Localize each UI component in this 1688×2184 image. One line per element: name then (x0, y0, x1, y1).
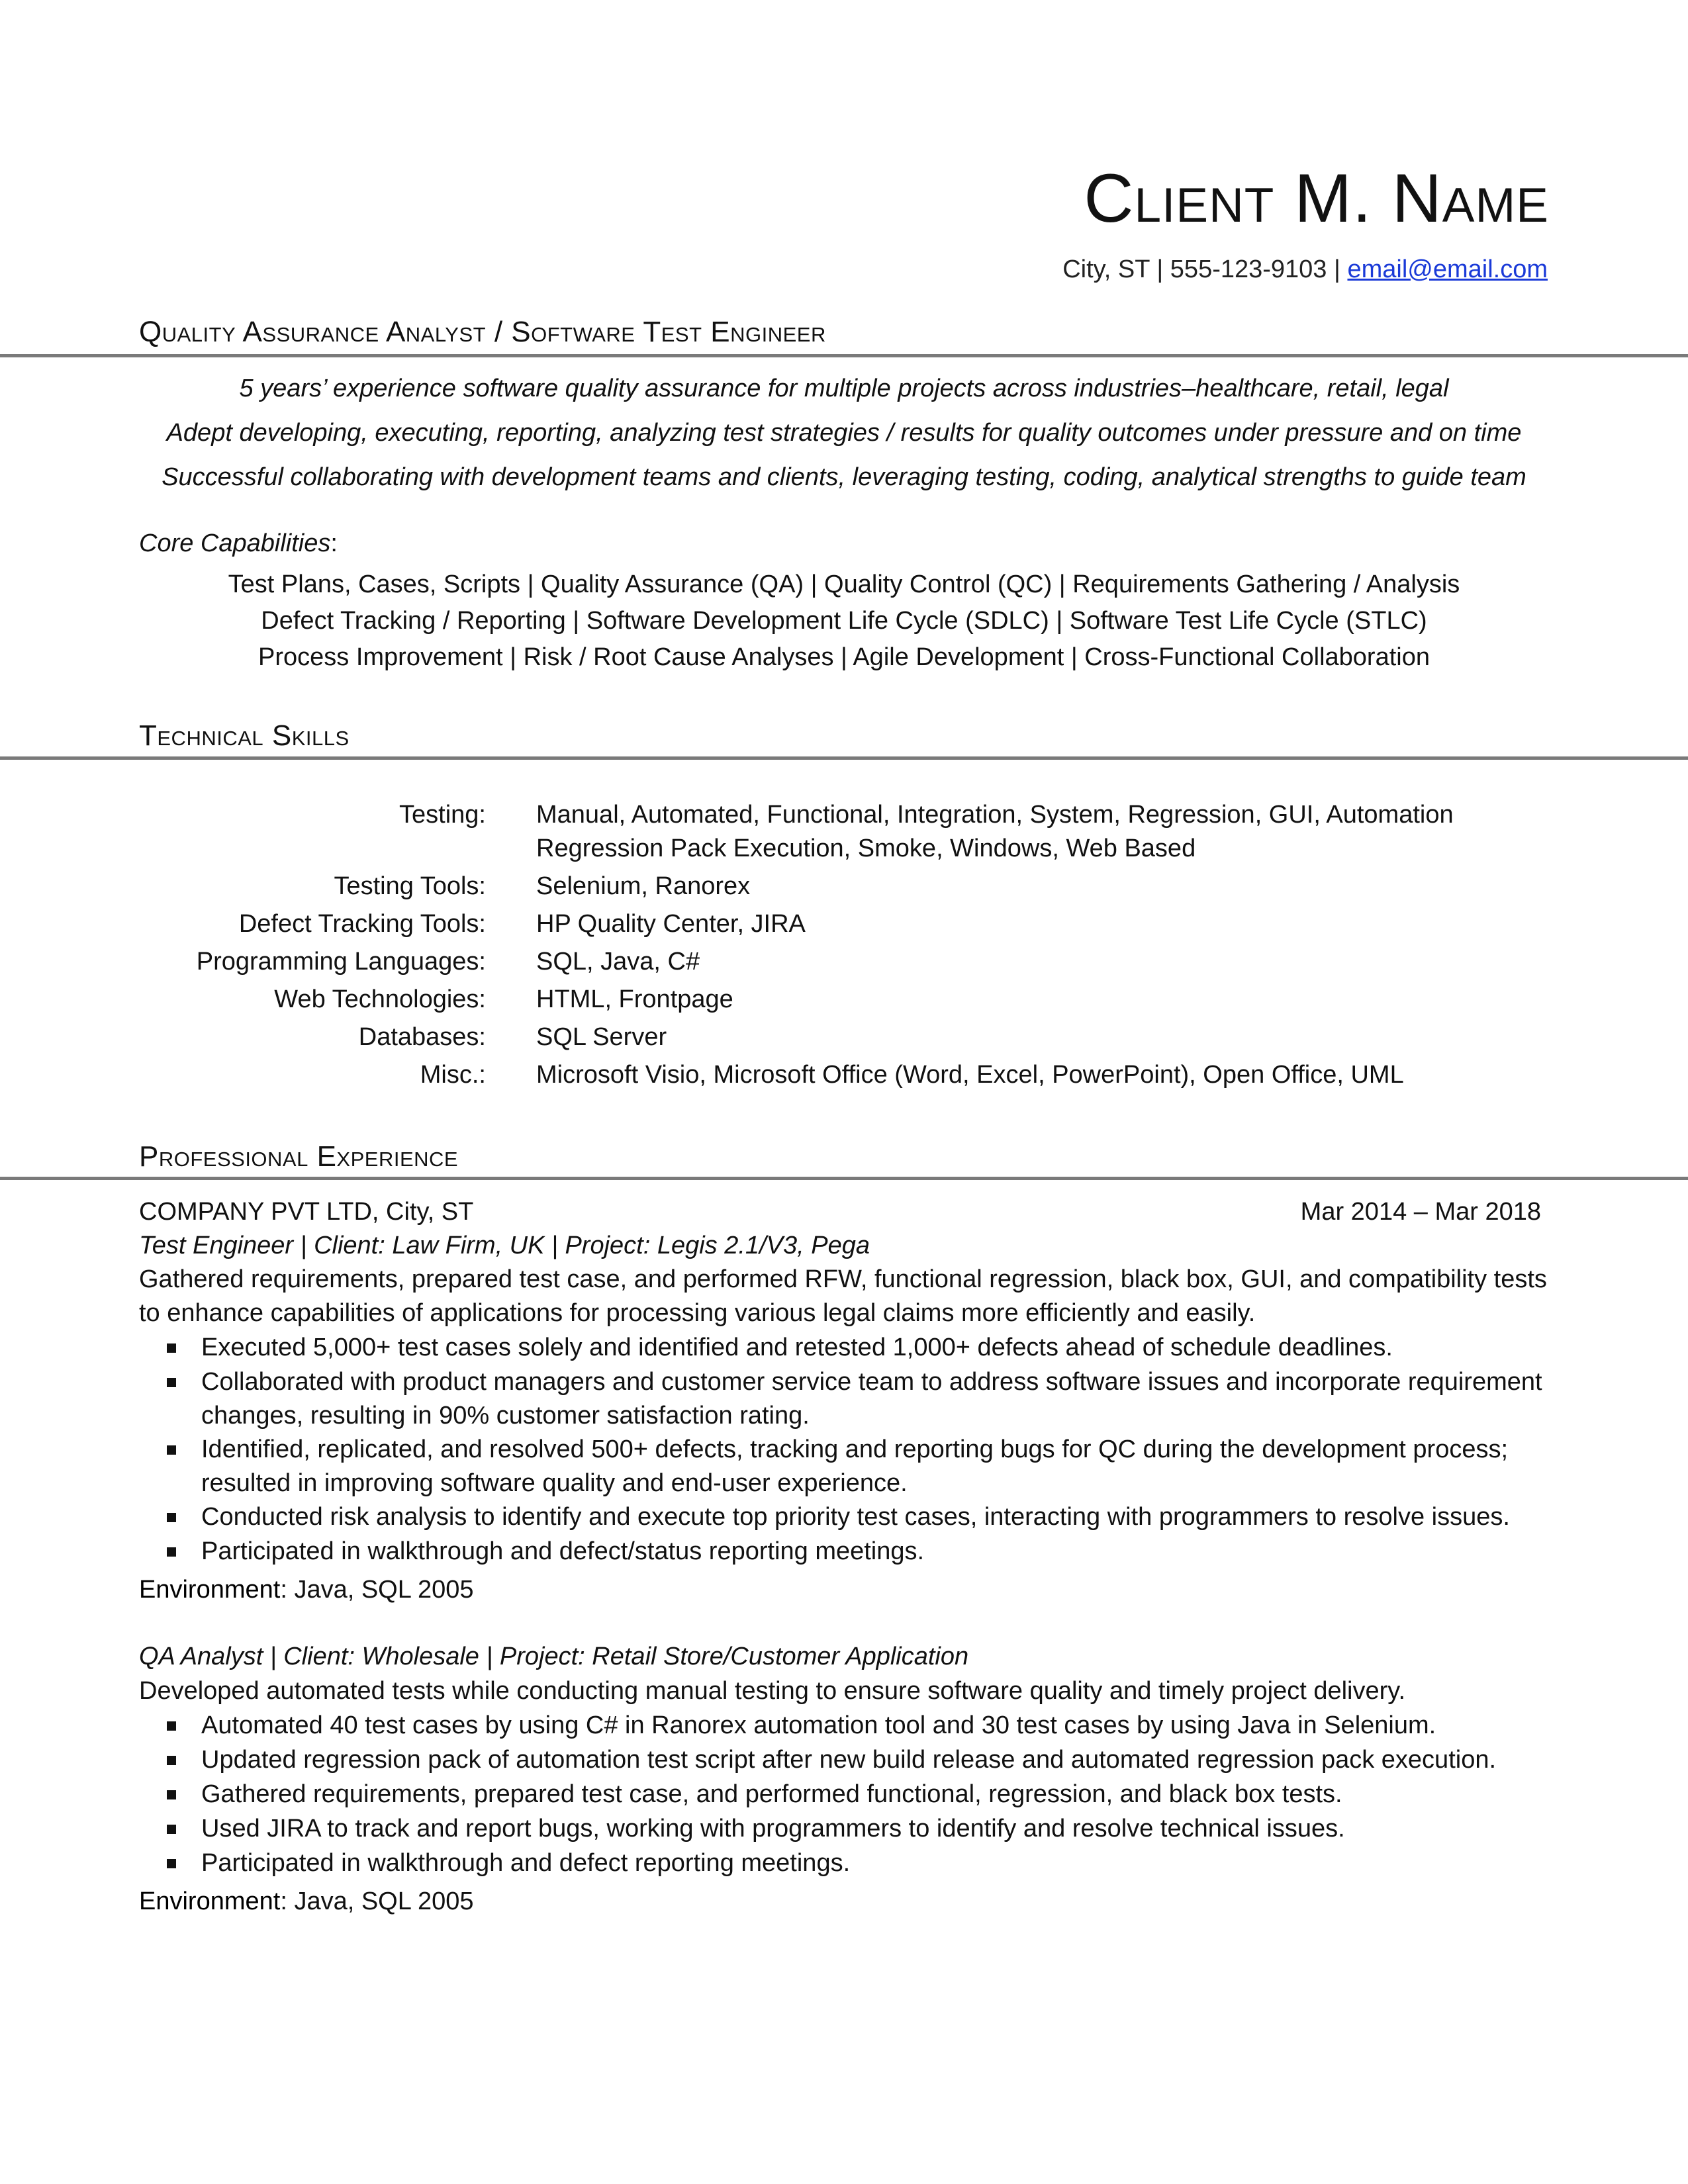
bullet-text: Updated regression pack of automation test script after new build release and automated regression pack execution. (201, 1746, 1497, 1774)
bullet-marker (167, 1756, 176, 1765)
role-title: Test Engineer | Client: Law Firm, UK | Project: Legis 2.1/V3, Pega (139, 1232, 870, 1259)
bullet-marker (167, 1825, 176, 1834)
summary-line: Successful collaborating with development teams and clients, leveraging testing, coding, analytical strengths to guide team (162, 463, 1526, 491)
bullet-marker (167, 1445, 176, 1455)
summary-line: Adept developing, executing, reporting, analyzing test strategies / results for quality outcomes under pressure and on time (166, 419, 1522, 447)
section-divider (0, 1177, 1688, 1180)
core-capabilities-line: Defect Tracking / Reporting | Software Development Life Cycle (SDLC) | Software Test Life Cycle (STLC) (261, 607, 1427, 635)
bullet-text: Used JIRA to track and report bugs, working with programmers to identify and resolve technical issues. (201, 1815, 1345, 1843)
bullet-marker (167, 1859, 176, 1868)
role-description: to enhance capabilities of applications for processing various legal claims more efficiently and easily. (139, 1299, 1256, 1327)
skill-value: SQL, Java, C# (536, 948, 700, 976)
bullet-marker (167, 1513, 176, 1522)
environment-line: Environment: Java, SQL 2005 (139, 1888, 474, 1915)
skill-key: Programming Languages: (196, 948, 486, 976)
bullet-text: Identified, replicated, and resolved 500+ defects, tracking and reporting bugs for QC during the development process; (201, 1435, 1509, 1463)
skill-value: Regression Pack Execution, Smoke, Windows, Web Based (536, 835, 1196, 862)
skill-value: HTML, Frontpage (536, 985, 733, 1013)
bullet-text: Gathered requirements, prepared test case, and performed functional, regression, and black box tests. (201, 1780, 1342, 1808)
section-divider (0, 354, 1688, 357)
employment-dates: Mar 2014 – Mar 2018 (1300, 1198, 1541, 1226)
bullet-text: resulted in improving software quality and end-user experience. (201, 1469, 908, 1497)
skill-key: Web Technologies: (274, 985, 486, 1013)
phone: 555-123-9103 (1170, 255, 1327, 283)
skill-key: Testing: (399, 801, 486, 829)
bullet-marker (167, 1378, 176, 1387)
skill-value: HP Quality Center, JIRA (536, 910, 806, 938)
bullet-text: Automated 40 test cases by using C# in Ranorex automation tool and 30 test cases by using Java in Selenium. (201, 1711, 1436, 1739)
role-description: Gathered requirements, prepared test case, and performed RFW, functional regression, black box, GUI, and compatibility tests (139, 1265, 1547, 1293)
bullet-marker (167, 1790, 176, 1799)
bullet-text: Executed 5,000+ test cases solely and identified and retested 1,000+ defects ahead of schedule deadlines. (201, 1334, 1393, 1361)
bullet-text: Collaborated with product managers and customer service team to address software issues and incorporate requirement (201, 1368, 1542, 1396)
email-link[interactable]: email@email.com (1347, 255, 1548, 283)
skill-key: Databases: (358, 1023, 486, 1051)
bullet-text: Conducted risk analysis to identify and execute top priority test cases, interacting with programmers to resolve issues. (201, 1503, 1510, 1531)
section-divider (0, 756, 1688, 760)
core-capabilities-line: Test Plans, Cases, Scripts | Quality Assurance (QA) | Quality Control (QC) | Requirements Gathering / Analysis (228, 570, 1460, 598)
skill-value: SQL Server (536, 1023, 667, 1051)
separator: | (1334, 255, 1340, 283)
experience-title: Professional Experience (139, 1140, 459, 1173)
bullet-text: Participated in walkthrough and defect/status reporting meetings. (201, 1537, 925, 1565)
bullet-marker (167, 1721, 176, 1731)
skill-value: Manual, Automated, Functional, Integration, System, Regression, GUI, Automation (536, 801, 1454, 829)
contact-line (1062, 255, 1548, 284)
technical-skills-title: Technical Skills (139, 719, 350, 752)
bullet-marker (167, 1547, 176, 1557)
skill-value: Microsoft Visio, Microsoft Office (Word, Excel, PowerPoint), Open Office, UML (536, 1061, 1404, 1089)
company-name: COMPANY PVT LTD, City, ST (139, 1198, 474, 1226)
headline: Quality Assurance Analyst / Software Test Engineer (139, 316, 826, 348)
location: City, ST (1062, 255, 1150, 283)
skill-key: Testing Tools: (334, 872, 486, 900)
bullet-text: changes, resulting in 90% customer satisfaction rating. (201, 1402, 810, 1430)
core-capabilities-label: Core Capabilities: (139, 529, 338, 557)
separator: | (1156, 255, 1164, 283)
summary-line: 5 years’ experience software quality assurance for multiple projects across industries–healthcare, retail, legal (239, 375, 1449, 402)
core-capabilities-line: Process Improvement | Risk / Root Cause Analyses | Agile Development | Cross-Functional Collaboration (258, 643, 1430, 671)
role-title: QA Analyst | Client: Wholesale | Project: Retail Store/Customer Application (139, 1643, 969, 1670)
bullet-text: Participated in walkthrough and defect reporting meetings. (201, 1849, 851, 1877)
bullet-marker (167, 1343, 176, 1353)
environment-line: Environment: Java, SQL 2005 (139, 1576, 474, 1604)
candidate-name: Client M. Name (1084, 160, 1549, 237)
skill-key: Defect Tracking Tools: (238, 910, 486, 938)
skill-value: Selenium, Ranorex (536, 872, 751, 900)
skill-key: Misc.: (420, 1061, 486, 1089)
role-description: Developed automated tests while conducting manual testing to ensure software quality and timely project delivery. (139, 1677, 1406, 1705)
